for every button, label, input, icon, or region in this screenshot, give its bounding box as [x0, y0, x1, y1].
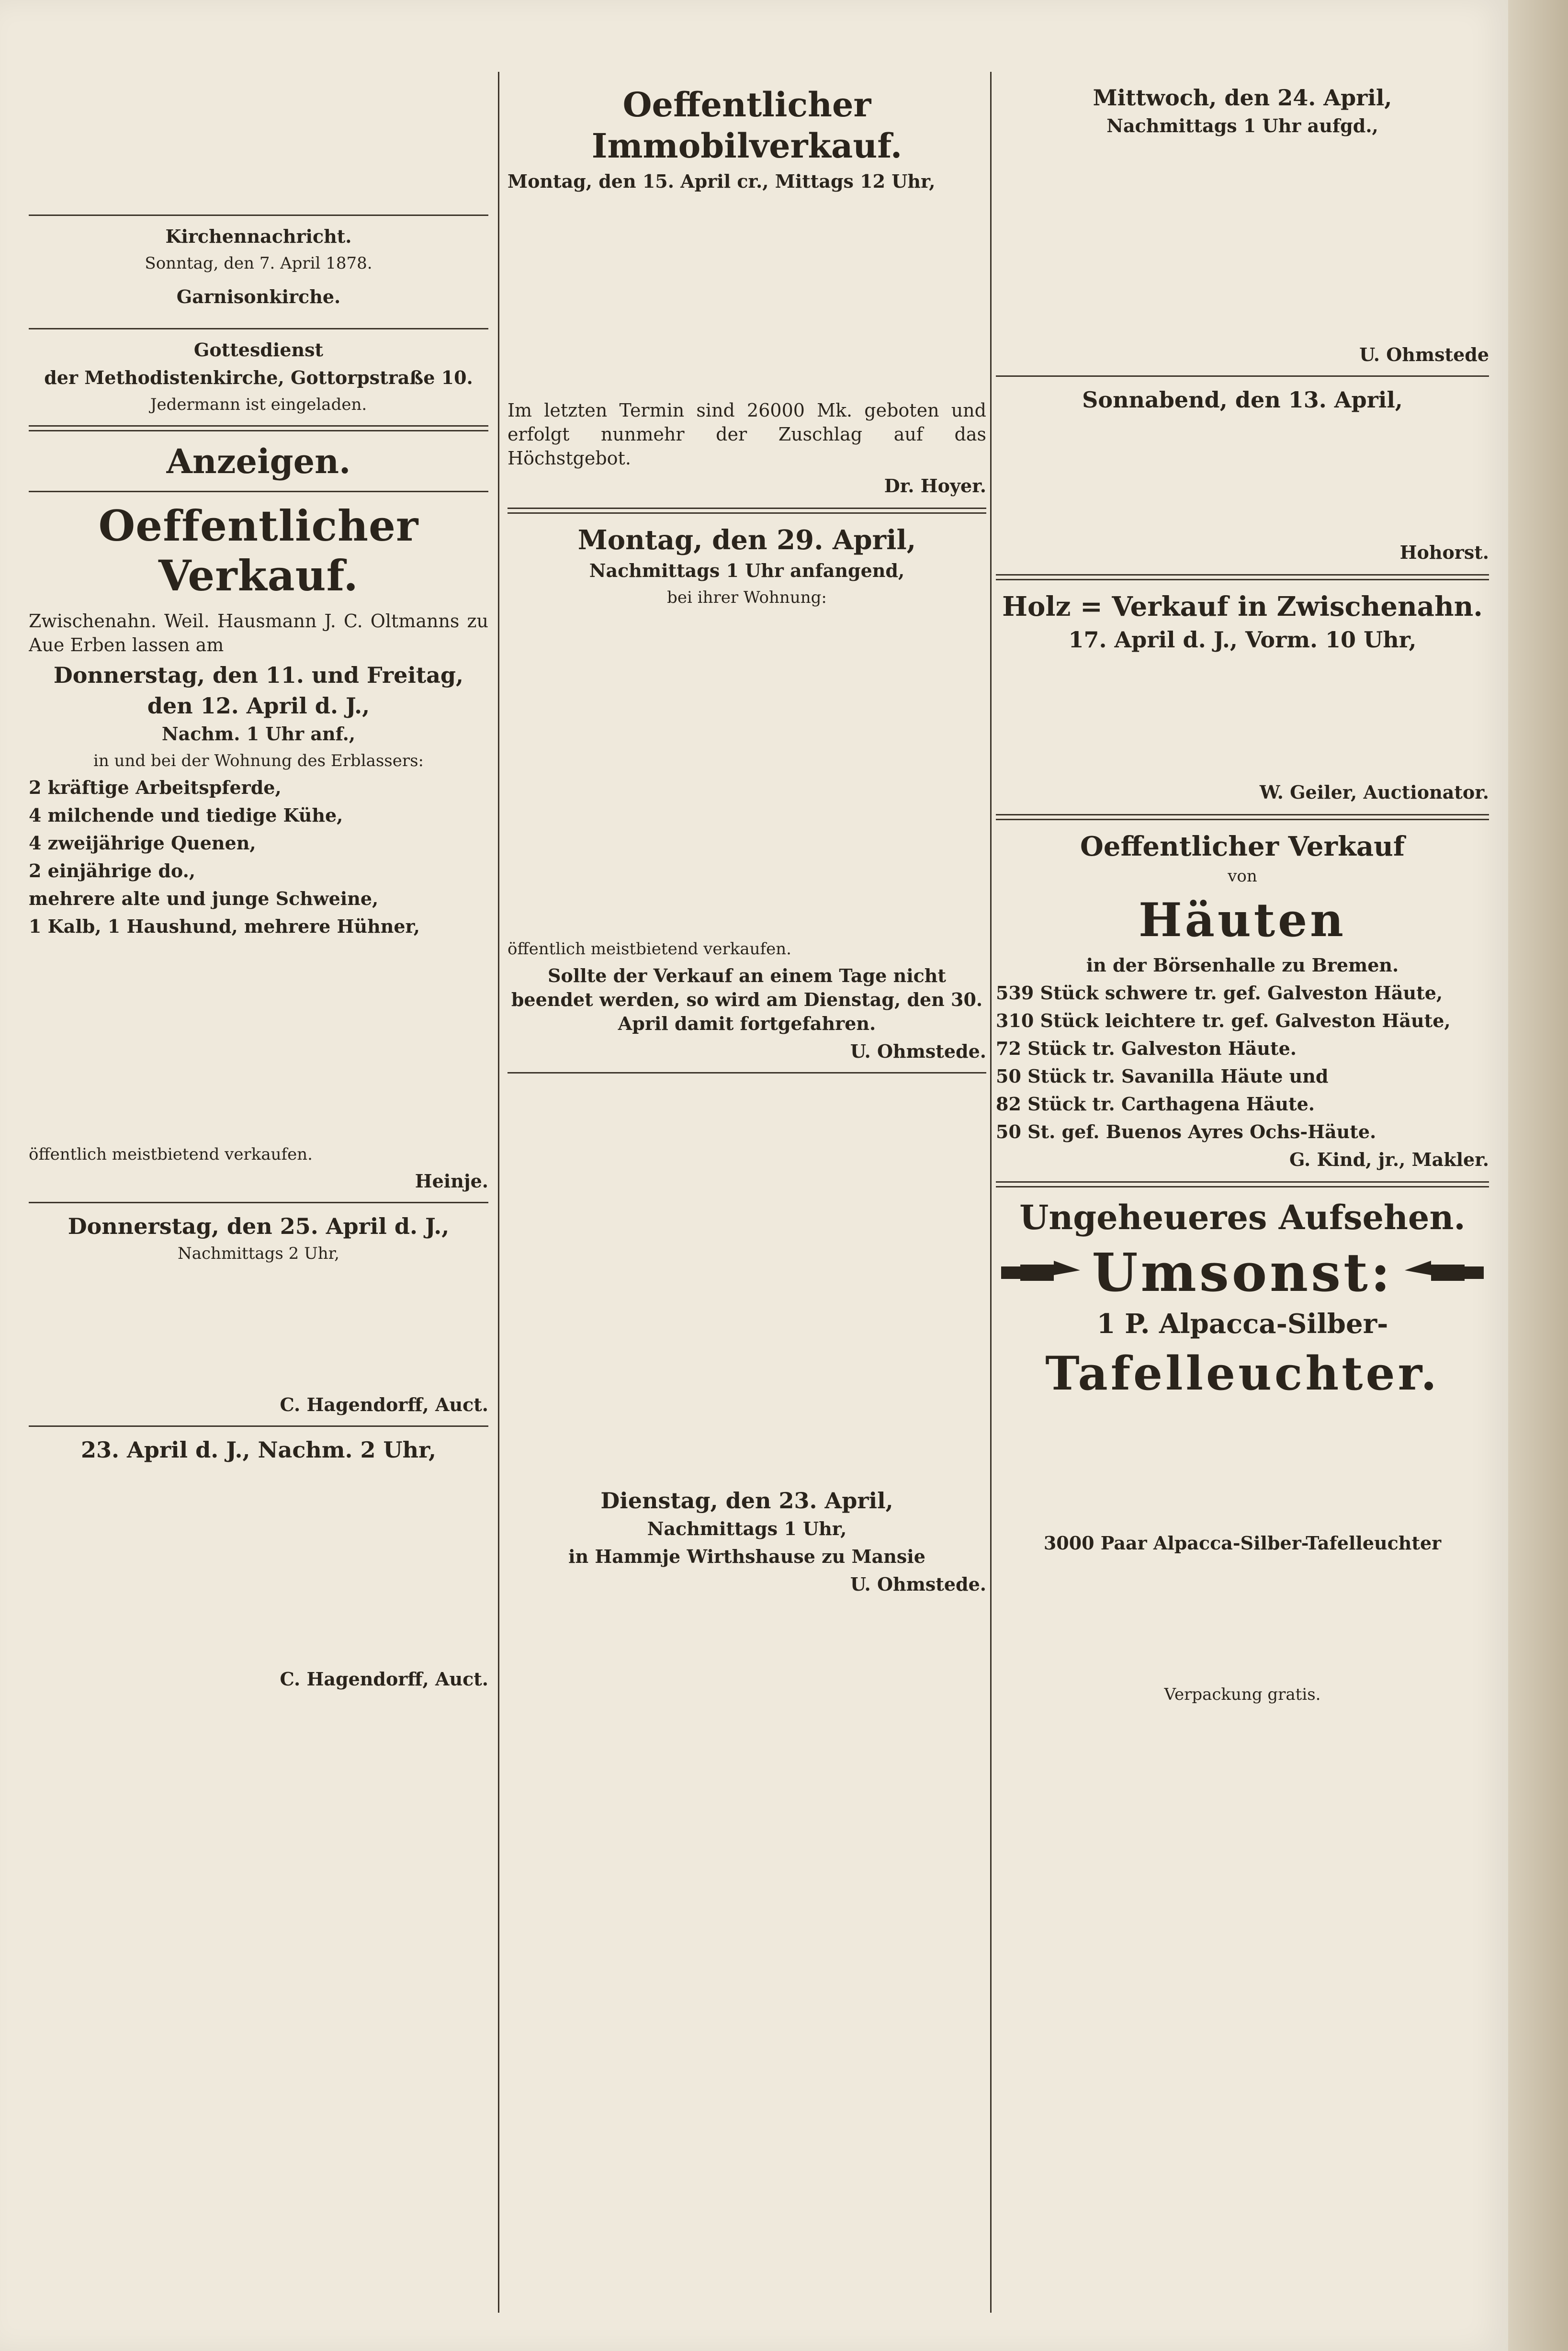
unreadable-fine-print: [29, 1268, 488, 1393]
divider: [29, 1202, 488, 1203]
umsonst-text: Umsonst:: [1092, 1242, 1393, 1303]
divider: [29, 1425, 488, 1427]
column-1: [29, 81, 488, 2294]
sale-item: 1 Kalb, 1 Haushund, mehrere Hühner,: [29, 916, 420, 937]
brumund-closing: öffentlich meistbietend verkaufen.: [508, 939, 791, 959]
juehrnerfeld-signature: U. Ohmstede: [1359, 344, 1489, 365]
unreadable-fine-print: [29, 942, 488, 1143]
brumund-sale-time: Nachmittags 1 Uhr anfangend,: [589, 560, 905, 581]
divider: [996, 1181, 1489, 1187]
column-rule: [990, 72, 992, 2313]
real-estate-sale-heading: Oeffentlicher Immobilverkauf.: [591, 85, 902, 166]
church-notice-date: Sonntag, den 7. April 1878.: [145, 254, 372, 273]
sale-date-line1: Donnerstag, den 11. und Freitag,: [53, 662, 464, 688]
mansie-sale-date: Dienstag, den 23. April,: [600, 1488, 893, 1514]
unreadable-fine-print: [996, 1407, 1489, 1531]
sale-lead: Zwischenahn. Weil. Hausmann J. C. Oltmanns zu Aue Erben lassen am: [29, 610, 488, 656]
divider: [508, 508, 986, 514]
divider: [996, 574, 1489, 580]
divider: [29, 215, 488, 216]
tafelleuchter-heading: Tafelleuchter.: [1045, 1346, 1440, 1401]
sale-item: 2 einjährige do.,: [29, 860, 196, 882]
unreadable-fine-print: [508, 814, 986, 938]
sale-item: 2 kräftige Arbeitspferde,: [29, 777, 282, 798]
unreadable-fine-print: [29, 81, 488, 206]
sale-date-line2: den 12. April d. J.,: [147, 693, 370, 719]
sale-closing: öffentlich meistbietend verkaufen.: [29, 1145, 313, 1164]
church-notice-title: Kirchennachricht.: [165, 226, 352, 247]
sale-location: in und bei der Wohnung des Erblassers:: [93, 751, 424, 770]
sale-time: Nachm. 1 Uhr anf.,: [161, 723, 356, 745]
unreadable-fine-print: [29, 1466, 488, 1667]
garrison-church-title: Garnisonkirche.: [176, 286, 341, 307]
hides-line: 50 St. gef. Buenos Ayres Ochs-Häute.: [996, 1121, 1376, 1142]
real-estate-date: Montag, den 15. April cr., Mittags 12 Uhr,: [508, 170, 936, 192]
hides-line: 539 Stück schwere tr. gef. Galveston Häute,: [996, 982, 1443, 1004]
sale-signature: Heinje.: [415, 1170, 488, 1192]
pointing-hand-right-icon: [1001, 1256, 1083, 1289]
service-invitation: Jedermann ist eingeladen.: [150, 395, 367, 414]
divider: [29, 328, 488, 329]
unreadable-fine-print: [996, 1559, 1489, 1684]
hides-signature: G. Kind, jr., Makler.: [1289, 1149, 1489, 1170]
unreadable-fine-print: [508, 197, 986, 398]
column-rule: [498, 72, 499, 2313]
timber-sale-date: 17. April d. J., Vorm. 10 Uhr,: [1068, 627, 1417, 653]
divider: [29, 425, 488, 431]
hides-big-heading: Häuten: [1139, 893, 1346, 947]
real-estate-note: Im letzten Termin sind 26000 Mk. geboten und erfolgt nunmehr der Zuschlag auf das Höchstgebot.: [508, 400, 986, 469]
divider: [996, 814, 1489, 820]
hides-von: von: [1228, 867, 1257, 886]
brumund-sale-date: Montag, den 29. April,: [577, 524, 916, 556]
unreadable-fine-print: [996, 656, 1489, 780]
unreadable-fine-print: [996, 142, 1489, 343]
umsonst-banner: [996, 1244, 1489, 1301]
column-2: [508, 81, 986, 2294]
wehnen-sale-date: Donnerstag, den 25. April d. J.,: [68, 1213, 450, 1239]
wehnen-sale-time: Nachmittags 2 Uhr,: [177, 1244, 339, 1263]
column-3: [996, 81, 1489, 2294]
hides-line: 310 Stück leichtere tr. gef. Galveston Häute,: [996, 1010, 1451, 1031]
hides-line: 72 Stück tr. Galveston Häute.: [996, 1038, 1297, 1059]
sale-item: 4 zweijährige Quenen,: [29, 832, 256, 854]
aufsehen-heading: Ungeheueres Aufsehen.: [1019, 1198, 1466, 1237]
wehnen-signature: C. Hagendorff, Auct.: [280, 1394, 488, 1415]
packaging-note: Verpackung gratis.: [1164, 1685, 1321, 1704]
ofen-signature: C. Hagendorff, Auct.: [280, 1668, 488, 1690]
service-location: der Methodistenkirche, Gottorpstraße 10.: [44, 367, 473, 388]
juehrnerfeld-sale-date: Mittwoch, den 24. April,: [1093, 85, 1392, 111]
mansie-location: in Hammje Wirthshause zu Mansie: [568, 1546, 925, 1567]
public-sale-heading: Oeffentlicher Verkauf.: [98, 501, 419, 600]
pointing-hand-left-icon: [1402, 1256, 1484, 1289]
sale-item: 4 milchende und tiedige Kühe,: [29, 804, 343, 826]
unreadable-fine-print: [508, 1283, 986, 1484]
divider: [508, 1072, 986, 1074]
page-edge: [1508, 0, 1568, 2351]
divider: [996, 375, 1489, 377]
timber-signature: W. Geiler, Auctionator.: [1259, 781, 1489, 803]
alpacca-line: 1 P. Alpacca-Silber-: [1096, 1308, 1388, 1340]
real-estate-signature: Dr. Hoyer.: [884, 475, 986, 497]
hides-line: 82 Stück tr. Carthagena Häute.: [996, 1093, 1315, 1115]
timber-sale-heading: Holz = Verkauf in Zwischenahn.: [1002, 591, 1483, 622]
brumund-continuation: Sollte der Verkauf an einem Tage nicht beendet werden, so wird am Dienstag, den 30. April damit fortgefahren.: [511, 965, 983, 1034]
hides-line: 50 Stück tr. Savanilla Häute und: [996, 1065, 1329, 1087]
mansie-signature: U. Ohmstede.: [850, 1573, 986, 1595]
hides-location: in der Börsenhalle zu Bremen.: [1086, 954, 1399, 976]
ofen-sale-date: 23. April d. J., Nachm. 2 Uhr,: [80, 1437, 437, 1463]
advertisements-heading: Anzeigen.: [166, 441, 351, 481]
unreadable-fine-print: [508, 1082, 986, 1283]
mansie-sale-time: Nachmittags 1 Uhr,: [647, 1518, 847, 1539]
juehrnerfeld-sale-time: Nachmittags 1 Uhr aufgd.,: [1106, 115, 1378, 136]
unreadable-fine-print: [996, 416, 1489, 541]
divider: [29, 491, 488, 492]
alpacca-offer: 3000 Paar Alpacca-Silber-Tafelleuchter: [1043, 1532, 1442, 1554]
zwischenahn-sale-date: Sonnabend, den 13. April,: [1082, 387, 1403, 413]
service-title: Gottesdienst: [193, 339, 324, 361]
sale-item: mehrere alte und junge Schweine,: [29, 888, 379, 909]
hides-sale-heading: Oeffentlicher Verkauf: [1080, 831, 1405, 862]
brumund-signature: U. Ohmstede.: [850, 1040, 986, 1062]
brumund-location: bei ihrer Wohnung:: [667, 588, 827, 607]
unreadable-fine-print: [508, 612, 986, 814]
zwischenahn-signature: Hohorst.: [1399, 542, 1489, 563]
